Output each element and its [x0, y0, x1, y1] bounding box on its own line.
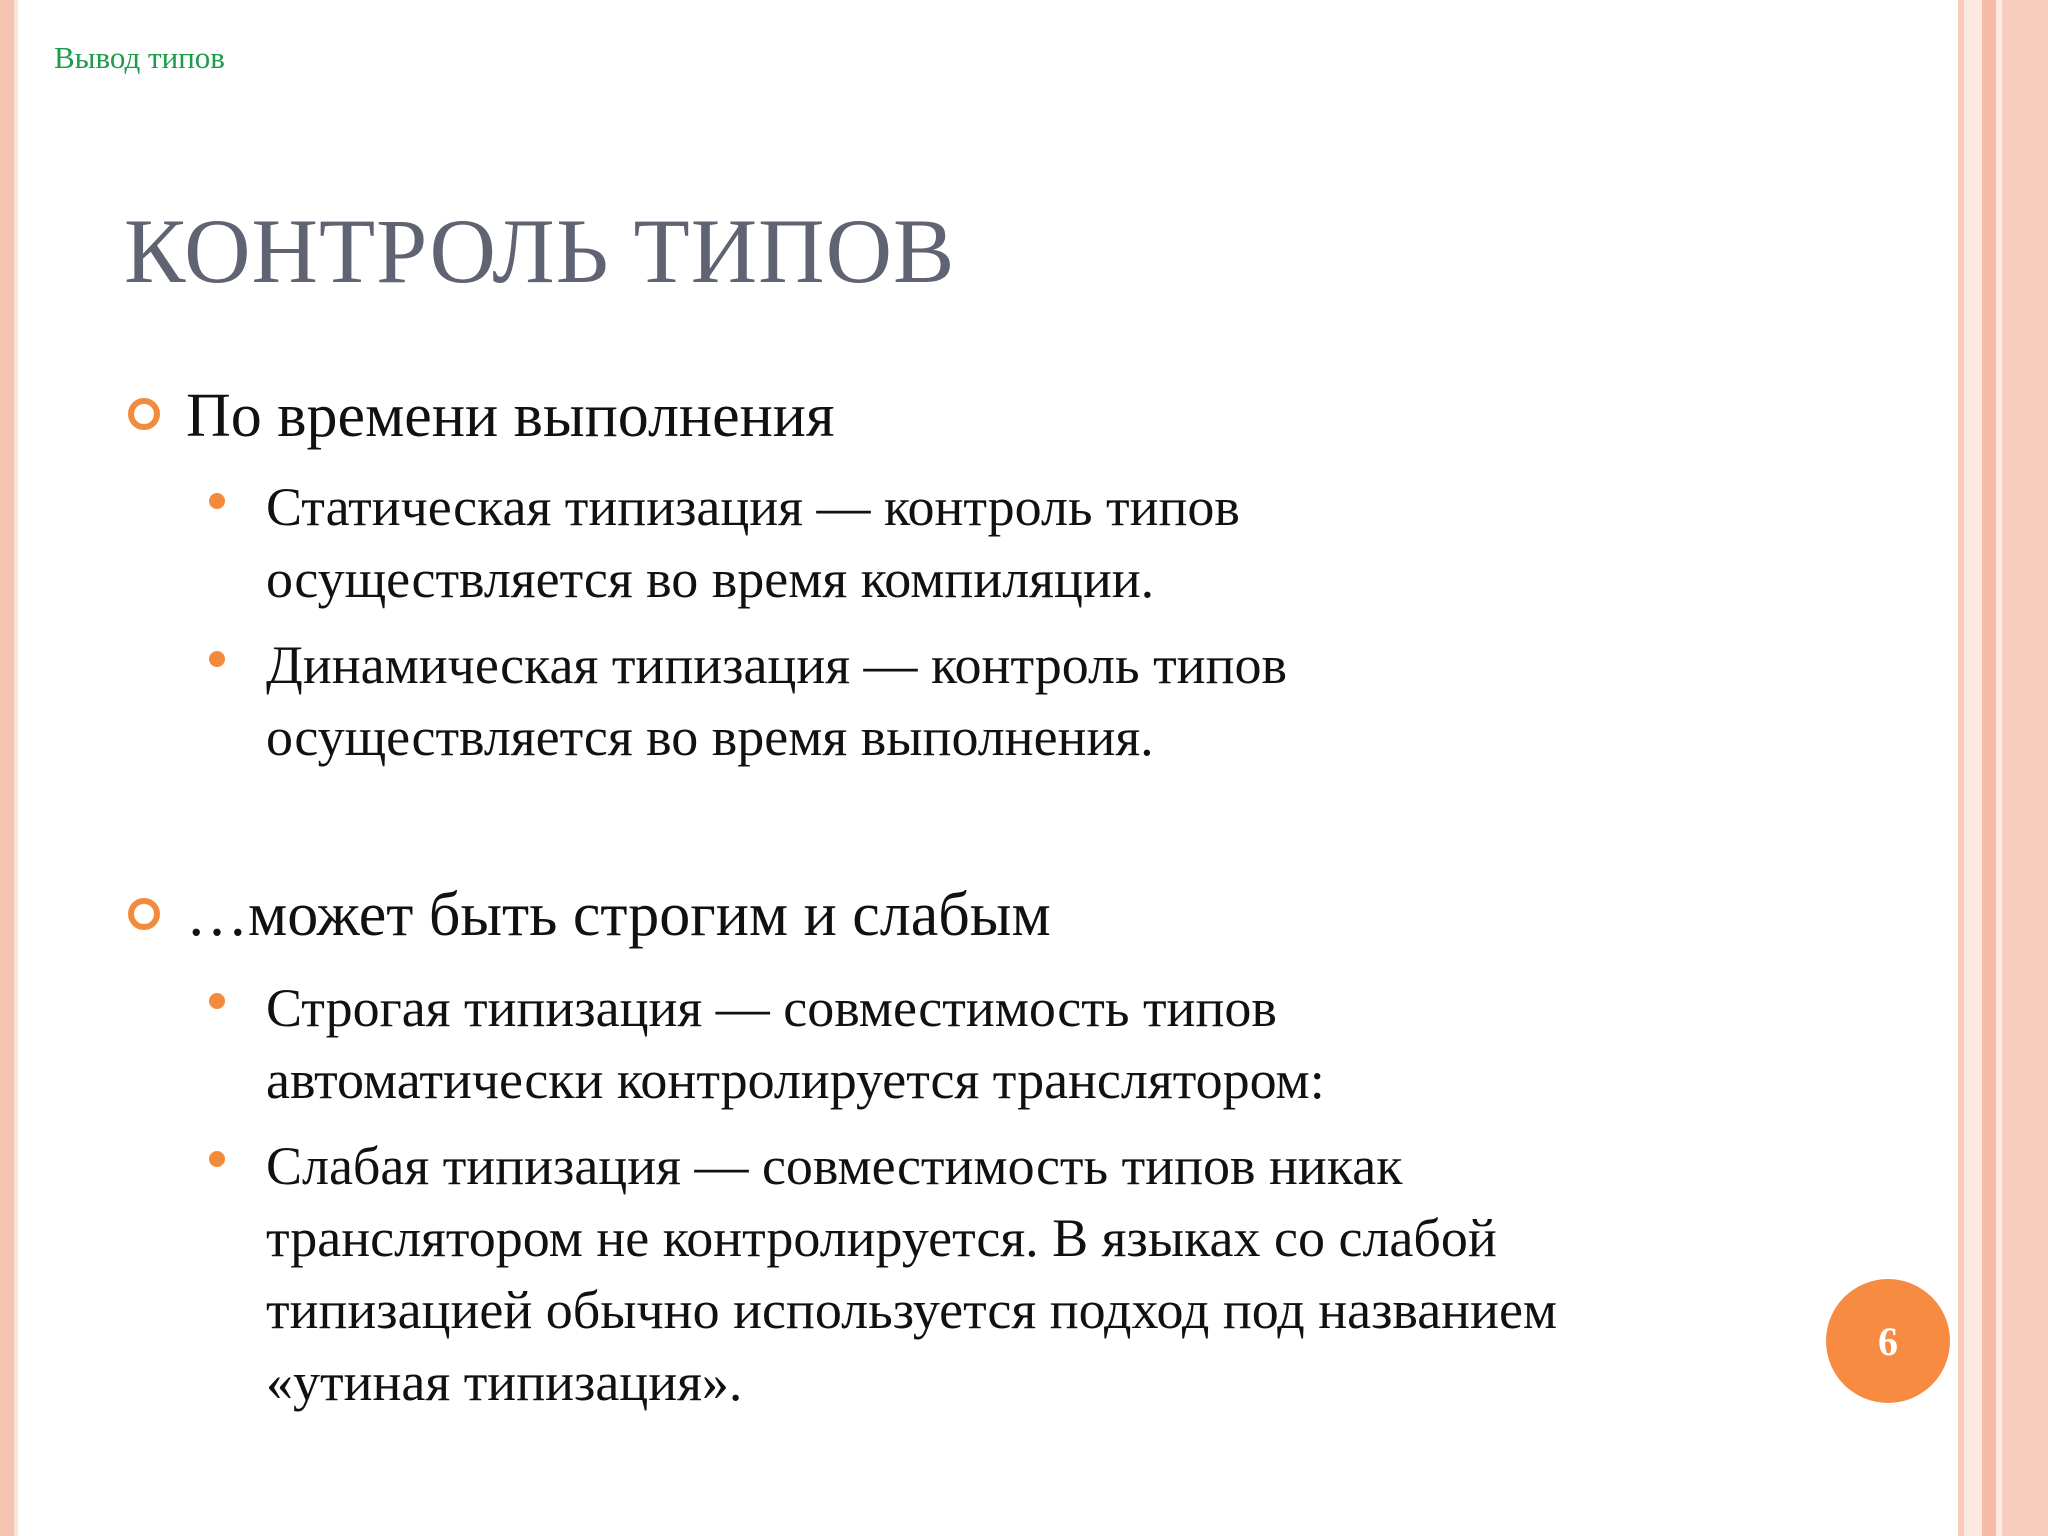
bullet-line: автоматически контролируется транслятором: [266, 1050, 1325, 1110]
bullet-line: осуществляется во время компиляции. [266, 549, 1155, 609]
bullet-level2 [266, 1130, 1557, 1418]
bullet-level2 [266, 629, 1287, 773]
bullet-line: Строгая типизация — совместимость типов [266, 978, 1277, 1038]
bullet-line: Слабая типизация — совместимость типов никак [266, 1136, 1403, 1196]
slide-title: КОНТРОЛЬ ТИПОВ [124, 200, 956, 302]
page-number-badge: 6 [1826, 1279, 1950, 1403]
bullet-line: Статическая типизация — контроль типов [266, 477, 1240, 537]
dot-bullet-icon [209, 493, 225, 509]
dot-bullet-icon [209, 993, 225, 1009]
bullet-level2 [266, 972, 1325, 1116]
ring-bullet-icon [128, 898, 160, 930]
bullet-line: транслятором не контролируется. В языках со слабой [266, 1208, 1497, 1268]
bullet-line: «утиная типизация». [266, 1352, 743, 1412]
ring-bullet-icon [128, 398, 160, 430]
bullet-line: типизацией обычно используется подход под названием [266, 1280, 1558, 1340]
section-header: Вывод типов [54, 40, 225, 75]
bullet-line: Динамическая типизация — контроль типов [266, 635, 1287, 695]
bullet-line: осуществляется во время выполнения. [266, 707, 1154, 767]
bullet-level1: По времени выполнения [186, 382, 835, 450]
dot-bullet-icon [209, 1151, 225, 1167]
dot-bullet-icon [209, 651, 225, 667]
bullet-level2 [266, 471, 1240, 615]
bullet-level1: …может быть строгим и слабым [186, 881, 1051, 949]
